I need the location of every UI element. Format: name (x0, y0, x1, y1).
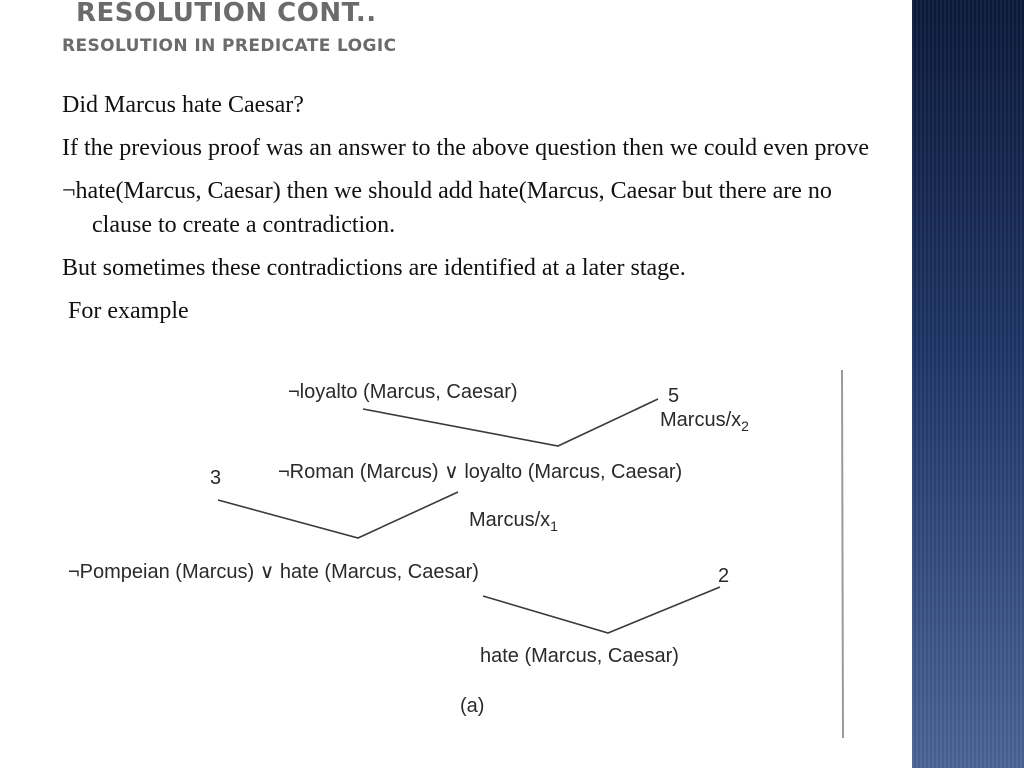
substitution-2-subscript: 1 (550, 518, 558, 534)
clause-node-2: ¬Roman (Marcus) ∨ loyalto (Marcus, Caesar) (278, 461, 683, 483)
substitution-1-subscript: 2 (741, 418, 749, 434)
substitution-2 (469, 509, 558, 534)
slide-body (62, 88, 897, 337)
slide-title: RESOLUTION CONT.. (76, 0, 377, 28)
slide-subtitle: RESOLUTION IN PREDICATE LOGIC (62, 36, 397, 56)
clause-node-3: ¬Pompeian (Marcus) ∨ hate (Marcus, Caesar) (68, 561, 479, 583)
body-paragraph-question: Did Marcus hate Caesar? (62, 92, 304, 118)
resolution-tree-figure (58, 368, 848, 740)
body-paragraph-contradictions: But sometimes these contradictions are identified at a later stage. (62, 255, 686, 281)
body-paragraph-negated-hate: ¬hate(Marcus, Caesar) then we should add hate(Marcus, Caesar but there are no clause to create a contradiction. (62, 178, 832, 238)
substitution-2-text: Marcus/x (469, 509, 551, 531)
substitution-1-text: Marcus/x (660, 409, 742, 431)
clause-ref-2: 2 (718, 565, 730, 587)
clause-node-1: ¬loyalto (Marcus, Caesar) (288, 381, 518, 403)
figure-right-border (842, 370, 843, 738)
body-paragraph-previous-proof: If the previous proof was an answer to the above question then we could even prove (62, 135, 870, 161)
decorative-side-band (912, 0, 1024, 768)
resolution-tree-svg (58, 368, 848, 740)
clause-ref-5: 5 (668, 385, 680, 407)
clause-node-4: hate (Marcus, Caesar) (480, 645, 679, 667)
substitution-1 (660, 409, 749, 434)
body-paragraph-for-example: For example (68, 298, 189, 324)
figure-caption: (a) (460, 695, 485, 717)
clause-ref-3: 3 (210, 467, 222, 489)
